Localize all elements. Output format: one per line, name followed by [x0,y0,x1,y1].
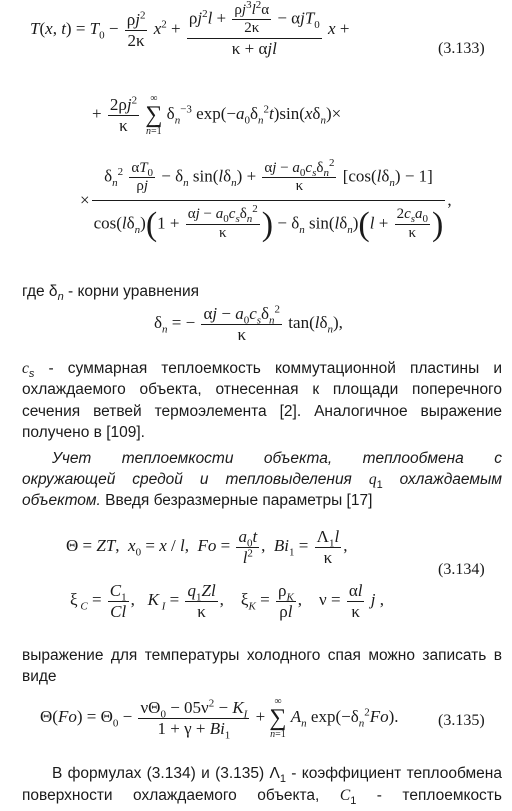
formula-paragraph-line-2: поверхности охлаждаемого объекта, $C_1$ - теплоемкость [22,787,502,808]
cs-paragraph-line-2: охлаждаемого объекта, отнесенная к площади поперечного [22,381,502,398]
equation-3-135: $\Theta(Fo) = \Theta_0$ − $\frac{\nu\Theta_0 - 05\nu^2 - K_I}{1 + \gamma + Bi_1}$ + ∞ ∑ n=1 $A_n$ $\exp(-\delta_n^2Fo)$. [40,696,399,741]
roots-intro-text: где $\delta_n$ - корни уравнения [22,283,200,304]
equation-3-134-line-1: Θ = ZT, $x_0 = x / l$, Fo = $\frac{a_0t}{l^2}$ , $Bi_1$ = $\frac{\Lambda_1l}{\kappa}$ , [66,527,348,567]
cs-paragraph-line-3: сечения ветвей термоэлемента [2]. Аналогичное выражение [22,403,502,420]
cs-paragraph-line-4: получено в [109]. [22,424,145,441]
roots-equation: $\delta_n$ = − $\frac{\alpha j - a_0c_s\delta_n^2}{\kappa}$ $\tan(l\delta_n)$, [154,303,343,344]
account-paragraph-line-1: Учет теплоемкости объекта, теплообмена с [52,450,502,467]
equation-3-133-line-3: × $\delta_n^2$ $\frac{\alpha T_0}{\rho j}$ − $\delta_n$ $\sin(l\delta_n)$ + $\frac{\alpha j - a_0c_s\delta_n^2}{\kappa}$ $[\cos(l\delta_n) - 1]$ $\cos(l\delta_n)(1$ + $\frac{\alpha j - a_0c_s\delta_n^2}{\kappa}$ ) − $\delta_n$ $\sin(l\delta_n)(l$ + $\frac{2c_sa_0}{\kappa}$ ) , [80,157,452,243]
equation-number-3-135: (3.135) [438,712,485,729]
expression-paragraph-line-1: выражение для температуры холодного спая можно записать в [22,647,502,664]
equation-3-133-line-2: + $\frac{2\rho j^2}{\kappa}$ ∞ ∑ n=1 $\delta_n^{-3}$ $\exp(-a_0\delta_n^2t)\sin(x\delta_n)\times$ [92,93,342,137]
account-paragraph-line-2: окружающей средой и тепловыделения $q_1$ охлаждаемым [22,471,503,492]
equation-3-134-line-2: ξ $_C$ = $\frac{C_1}{Cl}$ , K $_I$ = $\frac{q_1Zl}{\kappa}$ , $\xi_K$ = $\frac{\rho_K}{\rho l}$ , ν = $\frac{\alpha l}{\kappa}$ j , [70,581,384,621]
equation-number-3-134: (3.134) [438,561,485,578]
equation-3-133-line-1: T(x, $t) = T_0$ − $\frac{\rho j^2}{2\kappa}$ $x^2$ + $\rho j^2l$ + $\frac{\rho j^3l^2\alpha}{2\kappa}$ − αjT$_0$ κ + αjl x + [30,0,350,58]
formula-paragraph-line-1: В формулах (3.134) и (3.135) $\Lambda_1$ - коэффициент теплообмена [52,765,502,786]
equation-number-3-133: (3.133) [438,40,485,57]
expression-paragraph-line-2: виде [22,668,57,685]
account-paragraph-line-3: объектом. Введя безразмерные параметры [17] [22,492,373,509]
cs-paragraph-line-1: $c_s$ - суммарная теплоемкость коммутационной пластины и [22,360,502,381]
